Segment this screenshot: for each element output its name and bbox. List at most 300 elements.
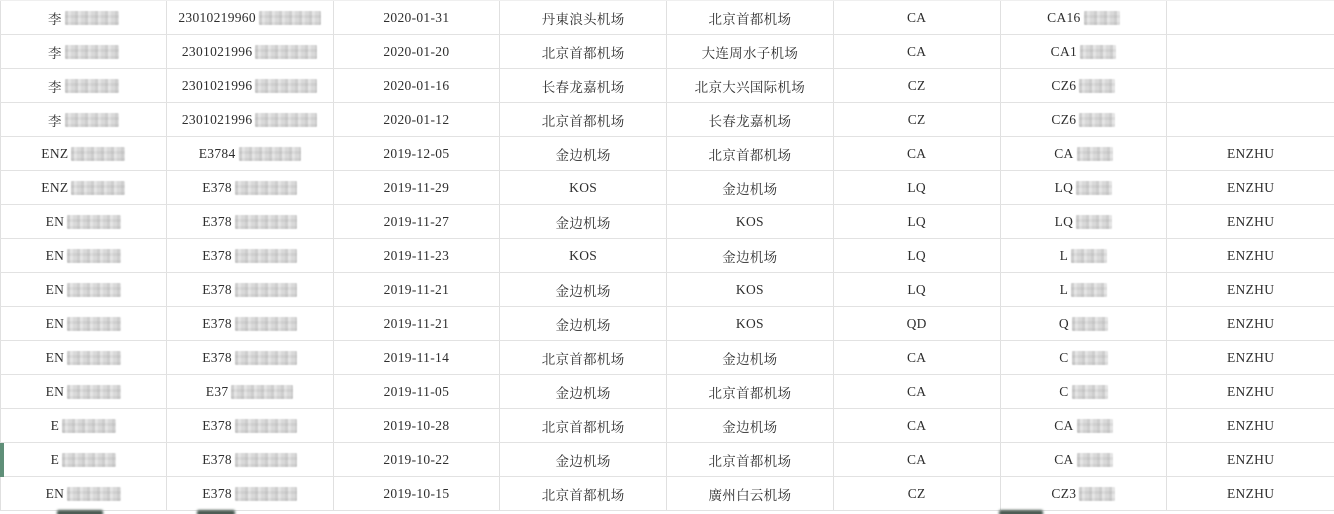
cell-departure-airport[interactable] [500, 137, 667, 170]
arrival-airport-text: 大连周水子机场 [701, 45, 799, 61]
redaction-blur [67, 317, 121, 331]
id-number-text: E378 [202, 281, 232, 297]
flight-date-text: 2020-01-20 [383, 43, 450, 59]
cell-departure-airport[interactable] [500, 239, 667, 272]
cell-flight-number[interactable] [1001, 1, 1168, 34]
cell-id-number[interactable] [167, 409, 334, 442]
arrival-airport-text: 金边机场 [722, 351, 778, 367]
cell-flight-number[interactable] [1001, 103, 1168, 136]
redaction-blur [67, 283, 121, 297]
cell-departure-airport[interactable] [500, 171, 667, 204]
arrival-airport-text: 北京首都机场 [708, 11, 792, 27]
cell-remark-code[interactable] [1167, 477, 1334, 510]
airline-code-text: CZ [907, 77, 926, 93]
redaction-blur [67, 487, 121, 501]
redaction-blur [235, 283, 297, 297]
flight-number-text: LQ [1054, 213, 1074, 229]
airline-code-text: CA [906, 9, 927, 25]
redaction-blur [259, 11, 321, 25]
redaction-blur [1076, 181, 1112, 195]
airline-code-text: CA [906, 43, 927, 59]
cell-id-number[interactable] [167, 341, 334, 374]
redaction-blur [231, 385, 293, 399]
flight-date-text: 2019-11-14 [383, 349, 450, 365]
id-number-text: E37 [205, 383, 229, 399]
redaction-blur [65, 45, 119, 59]
id-number-text: E378 [202, 315, 232, 331]
redaction-blur [255, 45, 317, 59]
cell-arrival-airport[interactable] [667, 137, 834, 170]
cell-flight-date[interactable] [334, 171, 501, 204]
passenger-name-text: EN [45, 315, 65, 331]
cell-flight-date[interactable] [334, 443, 501, 476]
cell-arrival-airport[interactable] [667, 69, 834, 102]
flight-number-text: CZ6 [1051, 111, 1077, 127]
id-number-text: 2301021996 [181, 43, 253, 59]
table-row [0, 409, 1334, 443]
cell-airline-code[interactable] [834, 307, 1001, 340]
cell-flight-date[interactable] [334, 205, 501, 238]
cell-id-number[interactable] [167, 375, 334, 408]
remark-code-text: ENZHU [1227, 179, 1275, 195]
cell-remark-code[interactable] [1167, 1, 1334, 34]
departure-airport-text: 金边机场 [555, 215, 611, 231]
flight-number-text: CA [1054, 451, 1074, 467]
cell-flight-date[interactable] [334, 409, 501, 442]
flight-date-text: 2019-12-05 [383, 145, 450, 161]
redaction-blur [1079, 487, 1115, 501]
cell-id-number[interactable] [167, 443, 334, 476]
redaction-blur [1077, 453, 1113, 467]
cell-arrival-airport[interactable] [667, 409, 834, 442]
cell-departure-airport[interactable] [500, 69, 667, 102]
table-row [0, 239, 1334, 273]
cell-flight-date[interactable] [334, 1, 501, 34]
cell-airline-code[interactable] [834, 137, 1001, 170]
id-number-text: 2301021996 [181, 111, 253, 127]
cell-remark-code[interactable] [1167, 375, 1334, 408]
flight-number-text: LQ [1054, 179, 1074, 195]
cell-arrival-airport[interactable] [667, 103, 834, 136]
passenger-name-text: 李 [47, 79, 62, 95]
cell-passenger-name[interactable] [0, 1, 167, 34]
redaction-blur [235, 419, 297, 433]
cell-id-number[interactable] [167, 171, 334, 204]
flight-date-text: 2019-11-27 [383, 213, 450, 229]
cell-flight-number[interactable] [1001, 35, 1168, 68]
remark-code-text: ENZHU [1227, 451, 1275, 467]
passenger-name-text: EN [45, 281, 65, 297]
redaction-blur [235, 453, 297, 467]
table-row [0, 69, 1334, 103]
cell-airline-code[interactable] [834, 409, 1001, 442]
departure-airport-text: 丹東浪头机场 [541, 11, 625, 27]
cell-flight-number[interactable] [1001, 137, 1168, 170]
departure-airport-text: 北京首都机场 [541, 351, 625, 367]
cell-arrival-airport[interactable] [667, 477, 834, 510]
flight-date-text: 2019-11-23 [383, 247, 450, 263]
cell-remark-code[interactable] [1167, 239, 1334, 272]
cell-flight-date[interactable] [334, 69, 501, 102]
id-number-text: E378 [202, 485, 232, 501]
cell-airline-code[interactable] [834, 273, 1001, 306]
redaction-blur [255, 113, 317, 127]
id-number-text: E378 [202, 179, 232, 195]
remark-code-text: ENZHU [1227, 417, 1275, 433]
cell-remark-code[interactable] [1167, 205, 1334, 238]
cell-flight-date[interactable] [334, 103, 501, 136]
flight-number-text: C [1059, 383, 1069, 399]
cell-departure-airport[interactable] [500, 375, 667, 408]
cell-remark-code[interactable] [1167, 103, 1334, 136]
flight-number-text: CA [1054, 417, 1074, 433]
redaction-blur [239, 147, 301, 161]
flight-date-text: 2019-11-05 [383, 383, 450, 399]
cell-passenger-name[interactable] [0, 205, 167, 238]
redaction-blur [65, 79, 119, 93]
redaction-blur [255, 79, 317, 93]
cell-airline-code[interactable] [834, 443, 1001, 476]
cell-passenger-name[interactable] [0, 341, 167, 374]
cell-id-number[interactable] [167, 1, 334, 34]
table-row [0, 137, 1334, 171]
remark-code-text: ENZHU [1227, 315, 1275, 331]
flight-date-text: 2020-01-12 [383, 111, 450, 127]
cell-flight-number[interactable] [1001, 205, 1168, 238]
flight-number-text: CZ6 [1051, 77, 1077, 93]
redaction-blur [67, 249, 121, 263]
cell-id-number[interactable] [167, 307, 334, 340]
departure-airport-text: 北京首都机场 [541, 487, 625, 503]
cell-departure-airport[interactable] [500, 341, 667, 374]
cell-flight-number[interactable] [1001, 443, 1168, 476]
cell-remark-code[interactable] [1167, 307, 1334, 340]
airline-code-text: LQ [907, 179, 926, 195]
redaction-blur [1080, 45, 1116, 59]
table-row [0, 171, 1334, 205]
redaction-blur [235, 487, 297, 501]
flight-number-text: CA [1054, 145, 1074, 161]
airline-code-text: CA [906, 145, 927, 161]
cell-airline-code[interactable] [834, 35, 1001, 68]
cell-remark-code[interactable] [1167, 409, 1334, 442]
arrival-airport-text: 北京首都机场 [708, 453, 792, 469]
redaction-blur [62, 453, 116, 467]
redaction-blur [65, 11, 119, 25]
arrival-airport-text: KOS [735, 281, 764, 297]
cell-id-number[interactable] [167, 103, 334, 136]
redaction-blur [67, 351, 121, 365]
table-row [0, 307, 1334, 341]
flight-number-text: CA16 [1047, 9, 1081, 25]
remark-code-text: ENZHU [1227, 383, 1275, 399]
id-number-text: E378 [202, 213, 232, 229]
cell-id-number[interactable] [167, 35, 334, 68]
table-row [0, 35, 1334, 69]
cell-passenger-name[interactable] [0, 137, 167, 170]
cell-flight-number[interactable] [1001, 409, 1168, 442]
flight-date-text: 2020-01-31 [383, 9, 450, 25]
cell-departure-airport[interactable] [500, 205, 667, 238]
passenger-name-text: EN [45, 485, 65, 501]
remark-code-text: ENZHU [1227, 213, 1275, 229]
redaction-dark-blur [999, 510, 1043, 514]
airline-code-text: CA [906, 349, 927, 365]
departure-airport-text: 北京首都机场 [541, 419, 625, 435]
redaction-blur [1084, 11, 1120, 25]
cell-arrival-airport[interactable] [667, 239, 834, 272]
passenger-name-text: E [50, 417, 60, 433]
flight-date-text: 2019-11-21 [383, 281, 450, 297]
remark-code-text: ENZHU [1227, 485, 1275, 501]
remark-code-text: ENZHU [1227, 281, 1275, 297]
id-number-text: 2301021996 [181, 77, 253, 93]
flight-date-text: 2019-11-21 [383, 315, 450, 331]
id-number-text: E378 [202, 417, 232, 433]
redaction-blur [67, 385, 121, 399]
cell-arrival-airport[interactable] [667, 171, 834, 204]
cell-id-number[interactable] [167, 239, 334, 272]
cell-flight-number[interactable] [1001, 171, 1168, 204]
flight-number-text: Q [1058, 315, 1069, 331]
redaction-blur [1072, 351, 1108, 365]
airline-code-text: LQ [907, 213, 926, 229]
departure-airport-text: 北京首都机场 [541, 45, 625, 61]
cell-flight-date[interactable] [334, 307, 501, 340]
id-number-text: E378 [202, 247, 232, 263]
passenger-name-text: ENZ [41, 179, 69, 195]
cell-flight-date[interactable] [334, 375, 501, 408]
cell-arrival-airport[interactable] [667, 273, 834, 306]
cell-flight-number[interactable] [1001, 273, 1168, 306]
cell-flight-number[interactable] [1001, 239, 1168, 272]
arrival-airport-text: 廣州白云机场 [708, 487, 792, 503]
cell-airline-code[interactable] [834, 477, 1001, 510]
passenger-name-text: 李 [47, 113, 62, 129]
cell-departure-airport[interactable] [500, 409, 667, 442]
passenger-name-text: E [50, 451, 60, 467]
table-row [0, 375, 1334, 409]
redaction-blur [65, 113, 119, 127]
airline-code-text: CA [906, 451, 927, 467]
departure-airport-text: 金边机场 [555, 147, 611, 163]
flight-date-text: 2019-10-22 [383, 451, 450, 467]
cell-flight-number[interactable] [1001, 341, 1168, 374]
cell-remark-code[interactable] [1167, 137, 1334, 170]
arrival-airport-text: 金边机场 [722, 181, 778, 197]
redaction-dark-blur [57, 510, 103, 514]
redaction-blur [235, 181, 297, 195]
departure-airport-text: KOS [569, 179, 598, 195]
remark-code-text: ENZHU [1227, 145, 1275, 161]
flight-number-text: L [1059, 281, 1069, 297]
arrival-airport-text: 北京大兴国际机场 [694, 79, 806, 95]
cell-arrival-airport[interactable] [667, 375, 834, 408]
redaction-blur [1077, 419, 1113, 433]
redaction-blur [1076, 215, 1112, 229]
flight-date-text: 2019-10-28 [383, 417, 450, 433]
cell-flight-number[interactable] [1001, 477, 1168, 510]
passenger-name-text: EN [45, 349, 65, 365]
arrival-airport-text: 北京首都机场 [708, 147, 792, 163]
cell-id-number[interactable] [167, 273, 334, 306]
cell-arrival-airport[interactable] [667, 35, 834, 68]
redaction-blur [71, 147, 125, 161]
airline-code-text: CZ [907, 111, 926, 127]
redaction-blur [71, 181, 125, 195]
arrival-airport-text: KOS [735, 315, 764, 331]
cell-id-number[interactable] [167, 205, 334, 238]
cell-departure-airport[interactable] [500, 35, 667, 68]
id-number-text: E3784 [198, 145, 236, 161]
passenger-name-text: ENZ [41, 145, 69, 161]
cell-flight-date[interactable] [334, 273, 501, 306]
arrival-airport-text: KOS [735, 213, 764, 229]
cell-flight-number[interactable] [1001, 307, 1168, 340]
redaction-blur [1072, 385, 1108, 399]
cell-remark-code[interactable] [1167, 35, 1334, 68]
flight-date-text: 2019-10-15 [383, 485, 450, 501]
departure-airport-text: 北京首都机场 [541, 113, 625, 129]
cell-airline-code[interactable] [834, 341, 1001, 374]
arrival-airport-text: 长春龙嘉机场 [708, 113, 792, 129]
redaction-blur [1079, 79, 1115, 93]
arrival-airport-text: 金边机场 [722, 419, 778, 435]
flight-date-text: 2020-01-16 [383, 77, 450, 93]
id-number-text: E378 [202, 451, 232, 467]
id-number-text: 23010219960 [178, 9, 256, 25]
redaction-blur [235, 249, 297, 263]
departure-airport-text: 金边机场 [555, 283, 611, 299]
redaction-blur [1072, 317, 1108, 331]
departure-airport-text: 金边机场 [555, 317, 611, 333]
cell-arrival-airport[interactable] [667, 205, 834, 238]
table-row [0, 103, 1334, 137]
redaction-blur [1077, 147, 1113, 161]
cell-airline-code[interactable] [834, 375, 1001, 408]
redaction-blur [62, 419, 116, 433]
cell-remark-code[interactable] [1167, 171, 1334, 204]
cell-flight-date[interactable] [334, 341, 501, 374]
redaction-blur [1079, 113, 1115, 127]
cell-departure-airport[interactable] [500, 1, 667, 34]
cell-flight-date[interactable] [334, 35, 501, 68]
cell-flight-number[interactable] [1001, 375, 1168, 408]
table-row [0, 1, 1334, 35]
redaction-blur [1071, 283, 1107, 297]
cell-id-number[interactable] [167, 137, 334, 170]
flight-date-text: 2019-11-29 [383, 179, 450, 195]
cell-passenger-name[interactable] [0, 35, 167, 68]
passenger-name-text: EN [45, 383, 65, 399]
cell-passenger-name[interactable] [0, 171, 167, 204]
departure-airport-text: 长春龙嘉机场 [541, 79, 625, 95]
cell-airline-code[interactable] [834, 205, 1001, 238]
table-row [0, 273, 1334, 307]
airline-code-text: QD [906, 315, 927, 331]
cell-arrival-airport[interactable] [667, 443, 834, 476]
cell-flight-date[interactable] [334, 137, 501, 170]
redaction-blur [235, 317, 297, 331]
cell-passenger-name[interactable] [0, 307, 167, 340]
table-row [0, 341, 1334, 375]
cell-passenger-name[interactable] [0, 375, 167, 408]
departure-airport-text: KOS [569, 247, 598, 263]
airline-code-text: LQ [907, 247, 926, 263]
cell-departure-airport[interactable] [500, 307, 667, 340]
cell-arrival-airport[interactable] [667, 1, 834, 34]
airline-code-text: CA [906, 417, 927, 433]
cell-passenger-name[interactable] [0, 103, 167, 136]
flight-number-text: CZ3 [1051, 485, 1077, 501]
cell-departure-airport[interactable] [500, 443, 667, 476]
cell-airline-code[interactable] [834, 171, 1001, 204]
cell-id-number[interactable] [167, 69, 334, 102]
redaction-blur [67, 215, 121, 229]
redaction-dark-blur [197, 510, 235, 514]
cell-airline-code[interactable] [834, 1, 1001, 34]
cell-departure-airport[interactable] [500, 477, 667, 510]
table-row [0, 205, 1334, 239]
cell-passenger-name[interactable] [0, 239, 167, 272]
flight-number-text: CA1 [1050, 43, 1078, 59]
passenger-name-text: 李 [47, 11, 62, 27]
table-row [0, 443, 1334, 477]
departure-airport-text: 金边机场 [555, 453, 611, 469]
cell-departure-airport[interactable] [500, 103, 667, 136]
id-number-text: E378 [202, 349, 232, 365]
cell-passenger-name[interactable] [0, 273, 167, 306]
redaction-blur [235, 215, 297, 229]
cell-flight-date[interactable] [334, 477, 501, 510]
arrival-airport-text: 金边机场 [722, 249, 778, 265]
cell-passenger-name[interactable] [0, 477, 167, 510]
flight-number-text: C [1059, 349, 1069, 365]
cell-airline-code[interactable] [834, 103, 1001, 136]
passenger-name-text: EN [45, 247, 65, 263]
cell-id-number[interactable] [167, 477, 334, 510]
table-row [0, 477, 1334, 511]
redaction-blur [235, 351, 297, 365]
cell-arrival-airport[interactable] [667, 307, 834, 340]
passenger-name-text: 李 [47, 45, 62, 61]
cell-remark-code[interactable] [1167, 341, 1334, 374]
cell-remark-code[interactable] [1167, 443, 1334, 476]
cell-passenger-name[interactable] [0, 409, 167, 442]
remark-code-text: ENZHU [1227, 247, 1275, 263]
cell-flight-number[interactable] [1001, 69, 1168, 102]
arrival-airport-text: 北京首都机场 [708, 385, 792, 401]
cell-passenger-name[interactable] [0, 69, 167, 102]
cell-remark-code[interactable] [1167, 273, 1334, 306]
cell-departure-airport[interactable] [500, 273, 667, 306]
airline-code-text: CA [906, 383, 927, 399]
remark-code-text: ENZHU [1227, 349, 1275, 365]
table-body [0, 1, 1334, 514]
airline-code-text: LQ [907, 281, 926, 297]
cell-flight-date[interactable] [334, 239, 501, 272]
redaction-blur [1071, 249, 1107, 263]
flight-number-text: L [1059, 247, 1069, 263]
departure-airport-text: 金边机场 [555, 385, 611, 401]
cell-passenger-name[interactable] [0, 443, 167, 476]
cell-remark-code[interactable] [1167, 69, 1334, 102]
cell-airline-code[interactable] [834, 69, 1001, 102]
cell-airline-code[interactable] [834, 239, 1001, 272]
cell-arrival-airport[interactable] [667, 341, 834, 374]
passenger-name-text: EN [45, 213, 65, 229]
airline-code-text: CZ [907, 485, 926, 501]
